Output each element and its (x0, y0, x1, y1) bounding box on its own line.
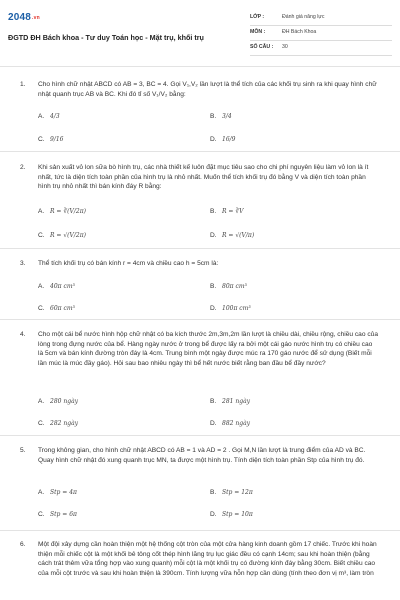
option-value: 80π cm³ (222, 283, 247, 290)
option-a[interactable] (38, 207, 86, 217)
logo-suffix: .vn (32, 15, 40, 21)
option-letter: C. (38, 420, 45, 427)
option-c[interactable] (38, 304, 75, 314)
option-a[interactable] (38, 112, 60, 122)
meta-key: LỚP : (250, 14, 265, 21)
option-letter: C. (38, 511, 45, 518)
option-value: Stp = 10π (222, 511, 253, 518)
option-b[interactable] (210, 397, 250, 407)
question-text: Một đội xây dựng cần hoàn thiện một hệ thống cột tròn của một cửa hàng kinh doanh gồm 17 chiếc. Trước khi hoàn thiện mỗi chiếc cột là một khối bê tông cốt thép hình lăng trụ lục giác đều có cạnh 14cm; sau khi hoàn thiện (bằng cách trát thêm vữa tổng hợp vào xung quanh) mỗi cột là một khối trụ có đường kính đáy bằng 30cm. Biết chiều cao của mỗi cột trước và sau khi hoàn thiện là 390cm. Tính lượng vữa hỗn hợp cần dùng (tính theo đơn vị m³, làm tròn (38, 541, 377, 577)
meta-value: ĐH Bách Khoa (282, 29, 317, 36)
option-letter: B. (210, 113, 217, 120)
option-value: 280 ngày (50, 398, 79, 405)
meta-row-class (250, 11, 392, 26)
option-letter: A. (38, 489, 45, 496)
question-number: 1. (20, 81, 26, 88)
option-letter: D. (210, 232, 217, 239)
option-value: 882 ngày (222, 420, 251, 427)
option-letter: A. (38, 208, 45, 215)
option-d[interactable] (210, 135, 235, 145)
option-value: 281 ngày (222, 398, 251, 405)
option-letter: B. (210, 208, 217, 215)
option-value: 16/9 (222, 136, 236, 143)
question-number: 6. (20, 541, 26, 548)
option-c[interactable] (38, 510, 77, 520)
meta-key: SỐ CÂU : (250, 44, 274, 51)
option-value: 3/4 (222, 113, 232, 120)
question-text: Cho hình chữ nhật ABCD có AB = 3, BC = 4. Gọi V₁,V₂ lần lượt là thể tích của các khối trụ sinh ra khi quay hình chữ nhật quanh trục AB và BC. Khi đó tỉ số V₁/V₂ bằng: (38, 81, 377, 98)
option-letter: A. (38, 283, 45, 290)
option-value: R = ∛(V/2π) (50, 208, 86, 215)
option-letter: A. (38, 398, 45, 405)
meta-row-subject (250, 26, 392, 41)
option-value: 282 ngày (50, 420, 79, 427)
option-letter: C. (38, 232, 45, 239)
site-logo[interactable] (8, 11, 40, 26)
page-header (0, 0, 400, 58)
option-a[interactable] (38, 397, 78, 407)
option-b[interactable] (210, 112, 232, 122)
option-d[interactable] (210, 231, 254, 241)
option-letter: D. (210, 420, 217, 427)
meta-value: Đánh giá năng lực (282, 14, 325, 21)
question-text: Cho một cái bể nước hình hộp chữ nhật có ba kích thước 2m,3m,2m lần lượt là chiều dài, chiều rộng, chiều cao của lòng trong đựng nước của bể. Hàng ngày nước ở trong bể được lấy ra bởi một cái gáo nước hình trụ có chiều cao là 5cm và bán kính đường tròn đáy là 4cm. Trung bình một ngày được múc ra 170 gáo nước để sử dụng (Biết mỗi lần múc là múc đầy gáo). Hỏi sau bao nhiêu ngày thì bể hết nước biết rằng ban đầu bể đầy nước? (38, 331, 378, 367)
meta-table (250, 11, 392, 56)
question-text: Thể tích khối trụ có bán kính r = 4cm và chiều cao h = 5cm là: (38, 260, 219, 267)
header-divider (0, 66, 400, 67)
option-value: Stp = 4π (50, 489, 77, 496)
option-value: 4/3 (50, 113, 60, 120)
option-letter: B. (210, 398, 217, 405)
option-a[interactable] (38, 488, 77, 498)
question-divider (0, 248, 400, 249)
option-d[interactable] (210, 304, 251, 314)
option-value: Stp = 6π (50, 511, 77, 518)
question-text: Trong không gian, cho hình chữ nhật ABCD có AB = 1 và AD = 2 . Gọi M,N lần lượt là trung điểm của AD và BC. Quay hình chữ nhật đó xung quanh trục MN, ta được một hình trụ. Tính diện tích toàn phần Stp của hình trụ đó. (38, 447, 366, 464)
question-divider (0, 319, 400, 320)
option-value: R = ∛V (222, 208, 244, 215)
question-number: 5. (20, 447, 26, 454)
option-letter: B. (210, 489, 217, 496)
option-c[interactable] (38, 419, 78, 429)
option-value: R = √(V/π) (222, 232, 255, 239)
question-text: Khi sản xuất vỏ lon sữa bò hình trụ, các nhà thiết kế luôn đặt mục tiêu sao cho chi phí nguyên liệu làm vỏ lon là ít nhất, tức là diện tích toàn phần của hình trụ là nhỏ nhất. Muốn thể tích khối trụ đó bằng V và diện tích toàn phần hình trụ nhỏ nhất thì bán kính đáy R bằng: (38, 164, 369, 191)
option-a[interactable] (38, 282, 75, 292)
question-number: 4. (20, 331, 26, 338)
option-value: 60π cm³ (50, 305, 75, 312)
option-b[interactable] (210, 282, 247, 292)
option-letter: B. (210, 283, 217, 290)
logo-text: 2048 (8, 12, 32, 23)
option-letter: D. (210, 136, 217, 143)
option-b[interactable] (210, 488, 253, 498)
option-d[interactable] (210, 419, 250, 429)
option-letter: A. (38, 113, 45, 120)
option-value: R = √(V/2π) (50, 232, 86, 239)
question-number: 2. (20, 164, 26, 171)
option-letter: C. (38, 136, 45, 143)
option-d[interactable] (210, 510, 253, 520)
option-value: Stp = 12π (222, 489, 253, 496)
option-value: 40π cm³ (50, 283, 75, 290)
option-letter: D. (210, 511, 217, 518)
meta-key: MÔN : (250, 29, 266, 36)
option-value: 9/16 (50, 136, 64, 143)
question-divider (0, 435, 400, 436)
question-divider (0, 151, 400, 152)
option-c[interactable] (38, 135, 63, 145)
option-letter: D. (210, 305, 217, 312)
option-b[interactable] (210, 207, 244, 217)
question-number: 3. (20, 260, 26, 267)
question-divider (0, 530, 400, 531)
meta-value: 30 (282, 44, 288, 51)
page-title: ĐGTD ĐH Bách khoa - Tư duy Toán học - Mặt trụ, khối trụ (8, 33, 204, 42)
option-value: 100π cm³ (222, 305, 251, 312)
meta-row-count (250, 41, 392, 56)
option-letter: C. (38, 305, 45, 312)
option-c[interactable] (38, 231, 86, 241)
